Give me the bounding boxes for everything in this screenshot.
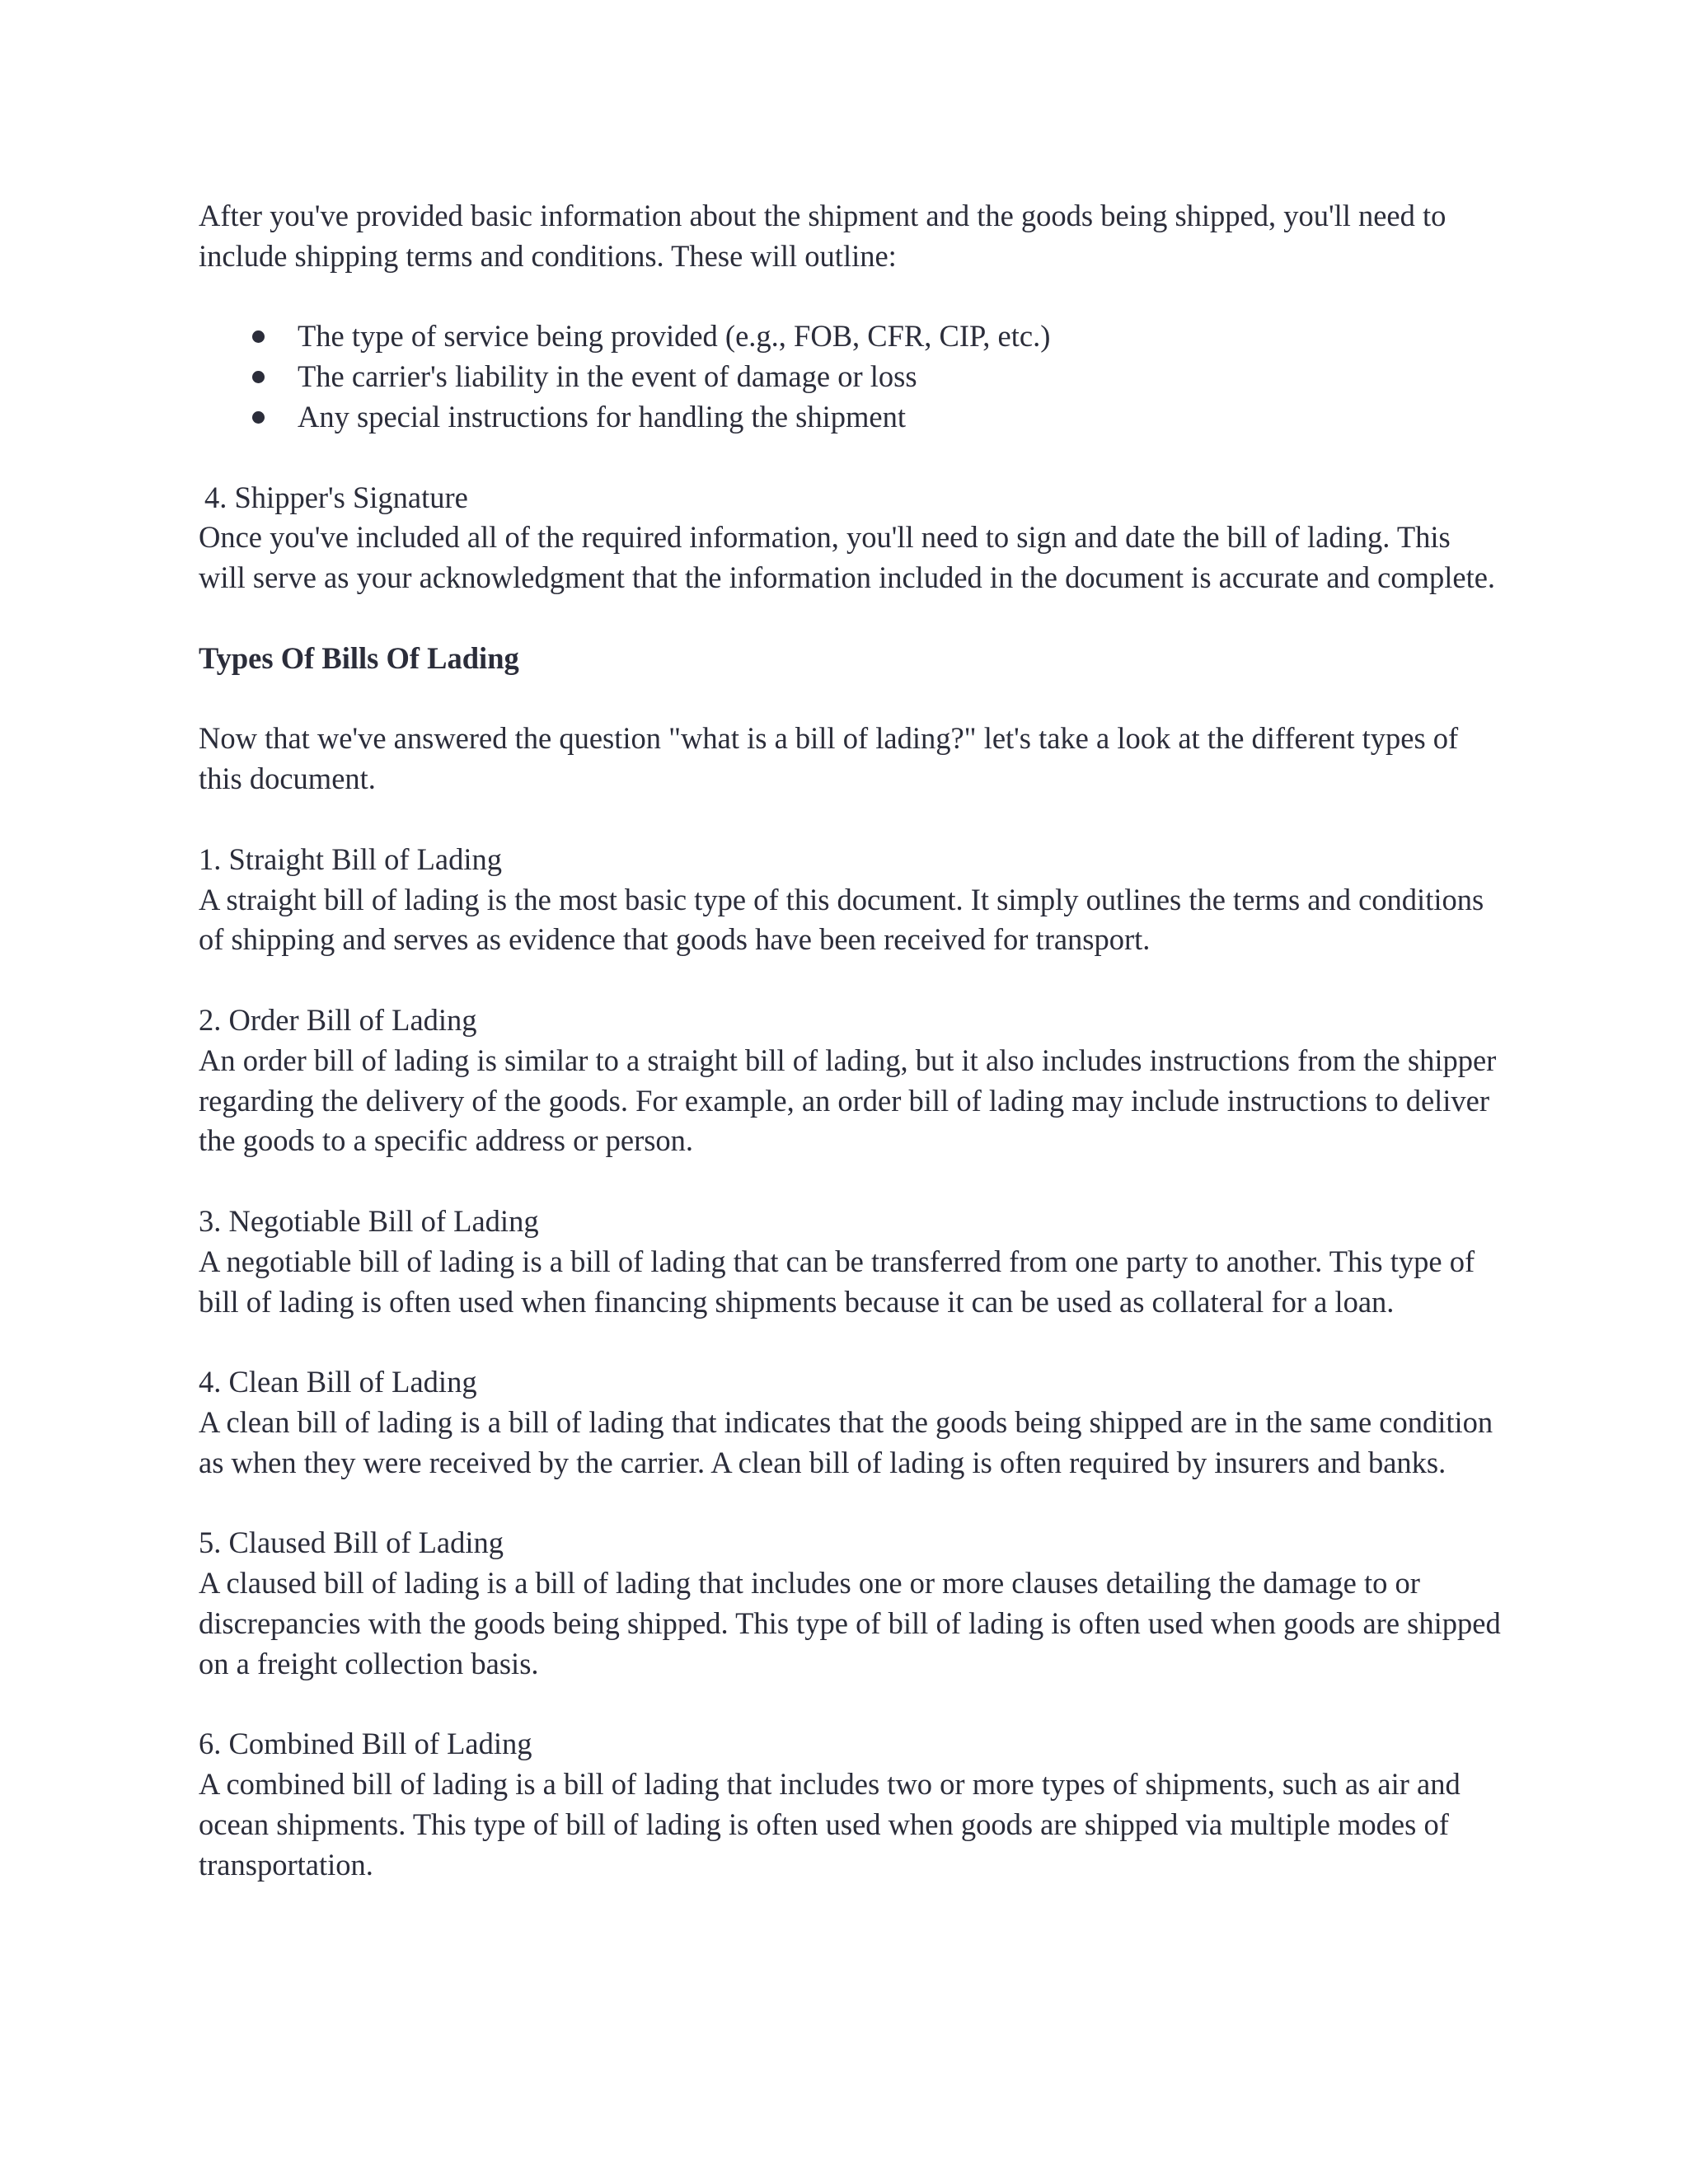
bullet-item: Any special instructions for handling the shipment bbox=[298, 397, 1501, 438]
bullet-dot-icon bbox=[252, 371, 265, 383]
document-page bbox=[199, 196, 1501, 1925]
signature-body: Once you've included all of the required information, you'll need to sign and date the bill of lading. This will serve as your acknowledgment that the information included in the document is accurate and complete. bbox=[199, 520, 1496, 595]
bullet-dot-icon bbox=[252, 411, 265, 424]
signature-section bbox=[199, 478, 1501, 598]
type-section-claused bbox=[199, 1523, 1501, 1684]
type-section-straight bbox=[199, 840, 1501, 960]
terms-bullet-list bbox=[199, 316, 1501, 437]
type-section-combined bbox=[199, 1724, 1501, 1885]
signature-title: 4. Shipper's Signature bbox=[204, 480, 468, 514]
type-body: A straight bill of lading is the most basic type of this document. It simply outlines the terms and conditions of shipping and serves as evidence that goods have been received for transport. bbox=[199, 882, 1484, 957]
bullet-dot-icon bbox=[252, 330, 265, 343]
types-heading: Types Of Bills Of Lading bbox=[199, 640, 519, 675]
type-title: 6. Combined Bill of Lading bbox=[199, 1727, 532, 1761]
bullet-item: The carrier's liability in the event of damage or loss bbox=[298, 357, 1501, 397]
types-intro: Now that we've answered the question "what is a bill of lading?" let's take a look at the different types of this document. bbox=[199, 721, 1459, 796]
type-title: 4. Clean Bill of Lading bbox=[199, 1365, 477, 1399]
type-body: A claused bill of lading is a bill of lading that includes one or more clauses detailing the damage to or discrepancies with the goods being shipped. This type of bill of lading is often used when goods are shipped on a freight collection basis. bbox=[199, 1566, 1501, 1680]
type-title: 1. Straight Bill of Lading bbox=[199, 841, 503, 876]
type-body: A clean bill of lading is a bill of lading that indicates that the goods being shipped are in the same condition as when they were received by the carrier. A clean bill of lading is often required by insurers and banks. bbox=[199, 1404, 1493, 1479]
bullet-item: The type of service being provided (e.g., FOB, CFR, CIP, etc.) bbox=[298, 316, 1501, 357]
type-body: A negotiable bill of lading is a bill of lading that can be transferred from one party to another. This type of bill of lading is often used when financing shipments because it can be used as collateral for a loan. bbox=[199, 1244, 1475, 1319]
type-body: A combined bill of lading is a bill of lading that includes two or more types of shipments, such as air and ocean shipments. This type of bill of lading is often used when goods are shipped via multiple modes of transportation. bbox=[199, 1767, 1461, 1882]
type-title: 3. Negotiable Bill of Lading bbox=[199, 1203, 539, 1238]
type-section-clean bbox=[199, 1362, 1501, 1483]
type-title: 2. Order Bill of Lading bbox=[199, 1002, 477, 1037]
intro-paragraph: After you've provided basic information about the shipment and the goods being shipped, you'll need to include shipping terms and conditions. These will outline: bbox=[199, 199, 1447, 273]
type-title: 5. Claused Bill of Lading bbox=[199, 1526, 504, 1560]
type-body: An order bill of lading is similar to a straight bill of lading, but it also includes instructions from the shipper regarding the delivery of the goods. For example, an order bill of lading may include instructions to deliver the goods to a specific address or person. bbox=[199, 1043, 1497, 1158]
type-section-negotiable bbox=[199, 1202, 1501, 1322]
type-section-order bbox=[199, 1001, 1501, 1161]
